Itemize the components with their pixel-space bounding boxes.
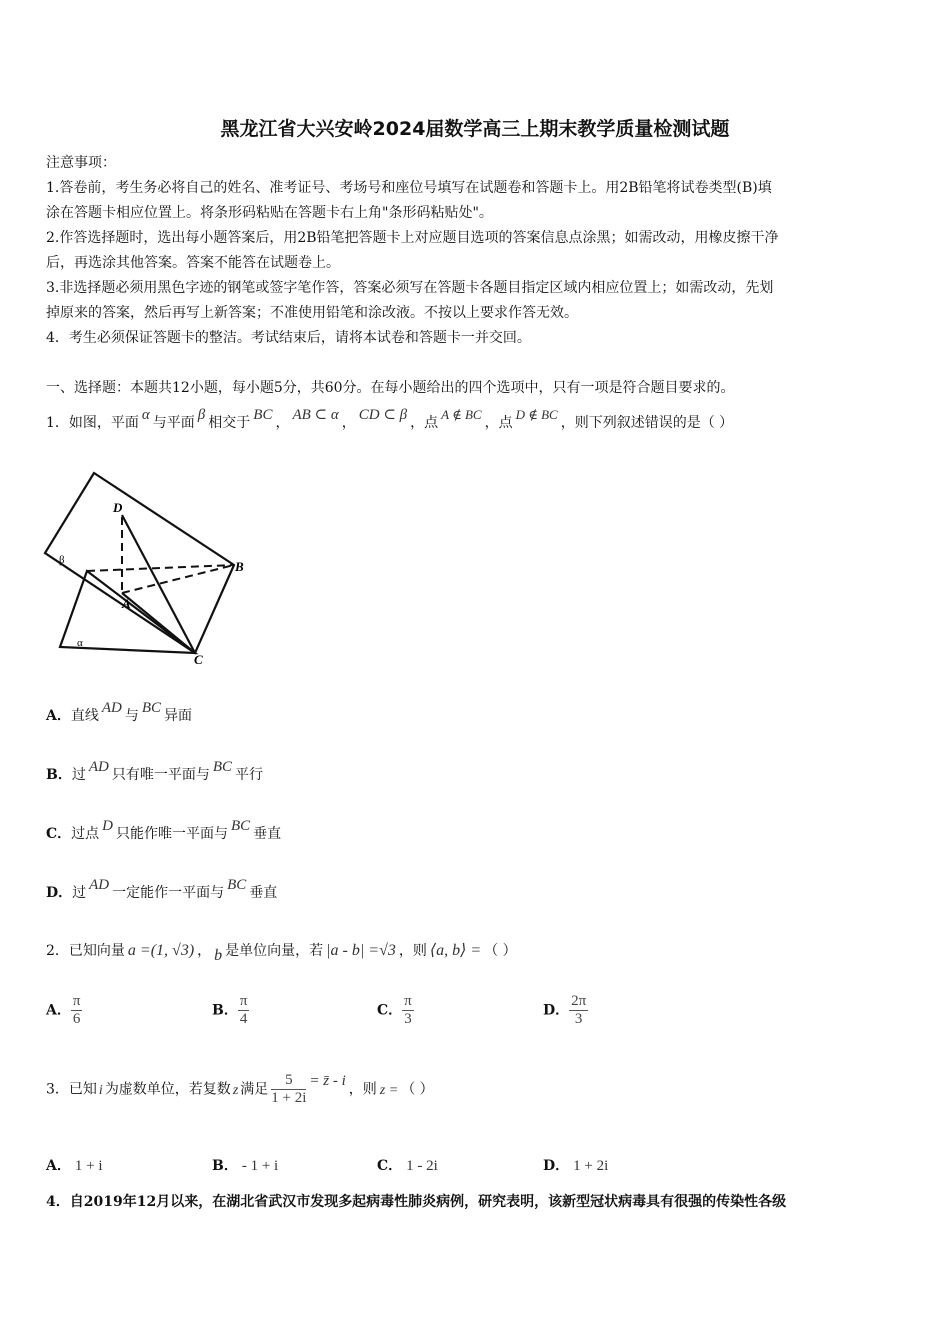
q1-beta: β: [197, 407, 206, 423]
q2-text: 2．已知向量: [46, 943, 125, 959]
q3-fraction: [271, 1072, 306, 1107]
q1-sep: ，: [341, 415, 356, 431]
notice-line-3: 2.作答选择题时，选出每小题答案后，用2B铅笔把答题卡上对应题目选项的答案信息点涂黑；如需改动，用橡皮擦干净: [46, 230, 779, 246]
numerator: 5: [271, 1072, 306, 1090]
option-value: 1 + i: [74, 1158, 103, 1174]
q2-option-b[interactable]: [212, 993, 249, 1028]
q1-bc: BC: [253, 407, 273, 423]
option-fraction: [71, 993, 83, 1028]
notice-line-4: 后，再选涂其他答案。答案不能答在试题卷上。: [46, 255, 340, 271]
denominator: 3: [404, 1011, 412, 1027]
denominator: 6: [72, 1011, 81, 1027]
notice-line-7: 4．考生必须保证答题卡的整洁。考试结束后，请将本试卷和答题卡一并交回。: [46, 330, 531, 346]
segment-ac: [122, 593, 195, 653]
question-3-stem: [46, 1072, 434, 1107]
q3-text: 满足: [240, 1081, 269, 1098]
segment-dc: [122, 515, 195, 653]
q1-figure: [42, 465, 257, 670]
option-text: 垂直: [253, 826, 282, 842]
option-label: D．: [543, 1002, 570, 1019]
q2-condition: |a - b| =√3: [326, 942, 396, 959]
q2-vector-a: a =(1, √3): [127, 942, 195, 959]
q2-text: ，则: [398, 943, 427, 959]
q1-alpha: α: [141, 407, 150, 423]
option-label: A．: [46, 1158, 71, 1174]
option-fraction: [238, 993, 250, 1028]
option-math: BC: [141, 700, 162, 716]
q1-a-not-in-bc: A ∉ BC: [441, 407, 482, 422]
option-fraction: [569, 993, 588, 1028]
q1-text: ，点: [410, 415, 439, 431]
option-label: B．: [212, 1158, 238, 1174]
q3-imag-unit: i: [98, 1082, 103, 1098]
option-text: 平行: [235, 767, 264, 783]
option-label: A．: [46, 708, 71, 724]
option-value: - 1 + i: [241, 1158, 279, 1174]
option-math: AD: [88, 759, 109, 775]
q1-option-a[interactable]: [46, 700, 193, 725]
option-label: C．: [46, 826, 72, 842]
q3-option-c[interactable]: [377, 1155, 438, 1175]
denominator: 3: [574, 1011, 583, 1027]
option-label: B．: [46, 767, 72, 783]
q1-option-b[interactable]: [46, 759, 264, 784]
option-label: A．: [46, 1002, 71, 1019]
label-c: C: [194, 652, 203, 667]
option-value: 1 + 2i: [573, 1158, 609, 1174]
notice-line-5: 3.非选择题必须用黑色字迹的钢笔或签字笔作答，答案必须写在答题卡各题目指定区域内相应位置上；如需改动，先划: [46, 280, 774, 296]
option-label: C．: [377, 1158, 403, 1174]
option-text: 垂直: [249, 885, 278, 901]
q1-d-not-in-bc: D ∉ BC: [515, 407, 558, 422]
q3-text: 3．已知: [46, 1081, 97, 1098]
q3-option-d[interactable]: [543, 1155, 608, 1175]
q3-z-equals: z =: [379, 1082, 399, 1098]
option-fraction: [402, 993, 414, 1028]
option-math: BC: [227, 877, 247, 893]
label-b: B: [235, 559, 244, 574]
q3-option-b[interactable]: [212, 1155, 278, 1175]
label-a: A: [122, 596, 131, 611]
q3-text: （ ）: [401, 1081, 434, 1098]
option-label: B．: [212, 1002, 238, 1019]
q1-sep: ，: [275, 415, 290, 431]
q3-rhs: = z̄ - i: [309, 1072, 346, 1089]
option-text: 过点: [71, 826, 100, 842]
option-text: 与: [124, 708, 139, 724]
notice-line-1: 1.答卷前，考生务必将自己的姓名、准考证号、考场号和座位号填写在试题卷和答题卡上。用2B铅笔将试卷类型(B)填: [46, 180, 772, 196]
page-title: 黑龙江省大兴安岭2024届数学高三上期末教学质量检测试题: [220, 118, 730, 140]
option-text: 过: [72, 885, 87, 901]
q2-text: 是单位向量，若: [225, 943, 324, 959]
q3-text: ，则: [348, 1081, 377, 1098]
q1-text: 与平面: [152, 415, 195, 431]
section-heading: 一、选择题：本题共12小题，每小题5分，共60分。在每小题给出的四个选项中，只有一项是符合题目要求的。: [46, 380, 735, 396]
q3-option-a[interactable]: [46, 1155, 103, 1175]
numerator: 2π: [571, 993, 587, 1009]
q1-text: ，点: [484, 415, 513, 431]
q3-text: 为虚数单位，若复数: [104, 1081, 231, 1098]
q2-angle: ⟨a, b⟩ =: [429, 942, 482, 959]
option-label: C．: [377, 1002, 403, 1019]
q1-option-d[interactable]: [46, 877, 278, 902]
q2-text: （ ）: [484, 943, 517, 959]
q1-text: 1．如图，平面: [46, 415, 139, 431]
option-math: BC: [231, 818, 251, 834]
option-text: 只有唯一平面与: [111, 767, 210, 783]
q2-option-a[interactable]: [46, 993, 82, 1028]
numerator: π: [239, 993, 248, 1009]
q1-cd-subset-beta: CD ⊂ β: [358, 407, 408, 423]
q1-ab-subset-alpha: AB ⊂ α: [292, 407, 339, 423]
option-text: 直线: [70, 708, 99, 724]
q1-option-c[interactable]: [46, 818, 282, 843]
option-text: 异面: [164, 708, 193, 724]
label-alpha: α: [77, 637, 83, 649]
option-label: D．: [543, 1158, 570, 1174]
plane-beta: [45, 473, 234, 653]
q2-option-c[interactable]: [377, 993, 414, 1028]
option-value: 1 - 2i: [406, 1158, 438, 1174]
option-math: AD: [89, 877, 110, 893]
label-beta: β: [59, 554, 65, 566]
question-1-stem: [46, 407, 734, 432]
q2-vector-b: b: [214, 947, 223, 964]
numerator: π: [72, 993, 81, 1009]
question-2-stem: [46, 940, 517, 964]
q2-option-d[interactable]: [543, 993, 588, 1028]
q3-z: z: [232, 1082, 239, 1098]
option-math: D: [102, 818, 113, 834]
option-label: D．: [46, 885, 73, 901]
segment-ab: [122, 565, 234, 593]
question-4-stem: 4．自2019年12月以来，在湖北省武汉市发现多起病毒性肺炎病例，研究表明，该新型冠状病毒具有很强的传染性各级: [46, 1194, 787, 1210]
option-math: BC: [212, 759, 233, 775]
q1-text: ，则下列叙述错误的是（ ）: [560, 415, 734, 431]
notice-heading: 注意事项：: [46, 155, 116, 171]
option-math: AD: [101, 700, 122, 716]
denominator: 4: [239, 1011, 248, 1027]
option-text: 一定能作一平面与: [112, 885, 225, 901]
option-text: 只能作唯一平面与: [116, 826, 228, 842]
notice-line-6: 掉原来的答案，然后再写上新答案；不准使用铅笔和涂改液。不按以上要求作答无效。: [46, 305, 578, 321]
denominator: 1 + 2i: [271, 1090, 307, 1106]
numerator: π: [404, 993, 412, 1009]
option-text: 过: [71, 767, 86, 783]
q1-text: 相交于: [208, 415, 251, 431]
notice-line-2: 涂在答题卡相应位置上。将条形码粘贴在答题卡右上角"条形码粘贴处"。: [46, 205, 493, 221]
q2-text: ，: [197, 943, 212, 959]
label-d: D: [113, 500, 123, 515]
